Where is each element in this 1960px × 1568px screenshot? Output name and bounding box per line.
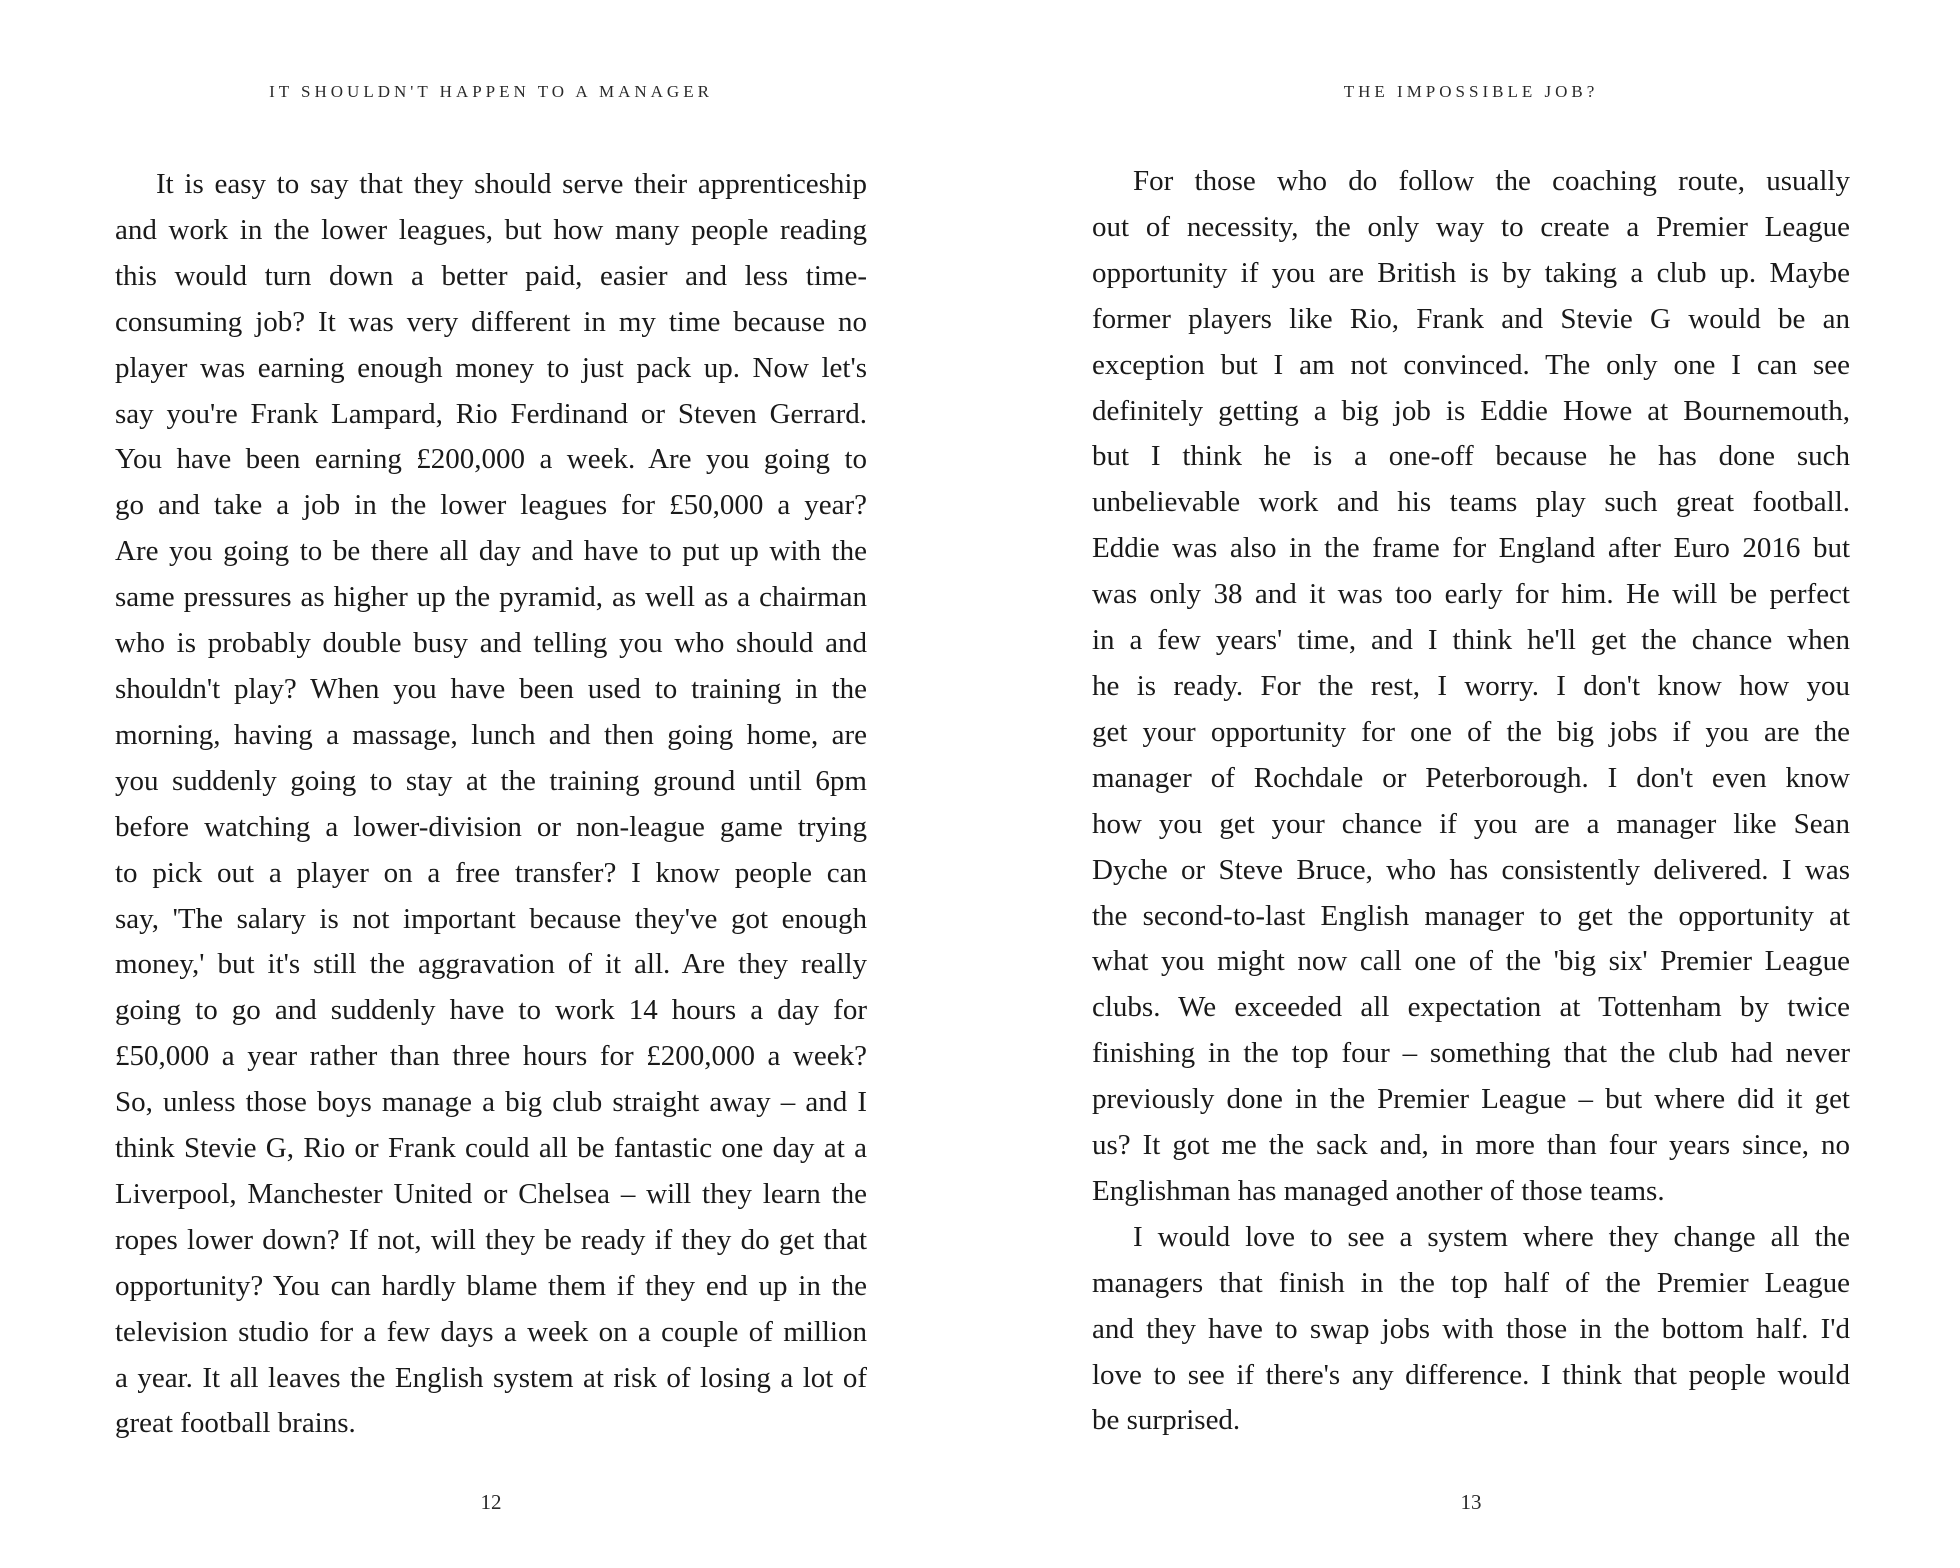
text-line: how you get your chance if you are a manager like Sean <box>1092 807 1850 840</box>
text-line: and work in the lower leagues, but how many people reading <box>115 213 867 246</box>
text-line: ropes lower down? If not, will they be ready if they do get that <box>115 1223 867 1256</box>
text-line: previously done in the Premier League – but where did it get <box>1092 1083 1850 1116</box>
text-line: a year. It all leaves the English system at risk of losing a lot of <box>115 1361 867 1394</box>
left-page <box>115 0 867 1568</box>
page-number: 12 <box>480 1490 502 1514</box>
text-line: go and take a job in the lower leagues for £50,000 a year? <box>115 489 867 522</box>
text-line: was only 38 and it was too early for him. He will be perfect <box>1092 578 1850 611</box>
text-line: and they have to swap jobs with those in the bottom half. I'd <box>1092 1312 1850 1345</box>
text-line: think Stevie G, Rio or Frank could all be fantastic one day at a <box>115 1132 867 1165</box>
text-line: clubs. We exceeded all expectation at Tottenham by twice <box>1092 991 1850 1024</box>
text-line: same pressures as higher up the pyramid, as well as a chairman <box>115 581 867 614</box>
text-line: consuming job? It was very different in my time because no <box>115 305 867 338</box>
page-number: 13 <box>1460 1490 1482 1514</box>
text-line: Dyche or Steve Bruce, who has consistently delivered. I was <box>1092 853 1850 886</box>
text-line: former players like Rio, Frank and Stevie G would be an <box>1092 302 1850 335</box>
text-line: he is ready. For the rest, I worry. I don't know how you <box>1092 669 1850 702</box>
text-line: I would love to see a system where they change all the <box>1133 1220 1850 1253</box>
text-line: Eddie was also in the frame for England after Euro 2016 but <box>1092 532 1850 565</box>
text-line: get your opportunity for one of the big jobs if you are the <box>1092 715 1850 748</box>
text-line: television studio for a few days a week on a couple of million <box>115 1315 867 1348</box>
text-line: opportunity? You can hardly blame them if they end up in the <box>115 1269 867 1302</box>
text-line: you suddenly going to stay at the training ground until 6pm <box>115 764 867 797</box>
text-line: You have been earning £200,000 a week. Are you going to <box>115 443 867 476</box>
text-line: shouldn't play? When you have been used to training in the <box>115 672 867 705</box>
text-line: £50,000 a year rather than three hours for £200,000 a week? <box>115 1040 867 1073</box>
text-line: be surprised. <box>1092 1404 1241 1437</box>
text-line: great football brains. <box>115 1407 356 1440</box>
text-line: unbelievable work and his teams play such great football. <box>1092 486 1850 519</box>
text-line: going to go and suddenly have to work 14 hours a day for <box>115 994 867 1027</box>
text-line: It is easy to say that they should serve their apprenticeship <box>156 168 867 200</box>
text-line: player was earning enough money to just pack up. Now let's <box>115 351 867 384</box>
text-line: the second-to-last English manager to get the opportunity at <box>1092 899 1850 932</box>
text-line: Are you going to be there all day and have to put up with the <box>115 535 867 568</box>
text-line: before watching a lower-division or non-league game trying <box>115 810 867 843</box>
text-line: say, 'The salary is not important because they've got enough <box>115 902 867 935</box>
text-line: So, unless those boys manage a big club straight away – and I <box>115 1086 867 1119</box>
body-text <box>1092 159 1850 1444</box>
text-line: Liverpool, Manchester United or Chelsea – will they learn the <box>115 1177 867 1210</box>
text-line: opportunity if you are British is by taking a club up. Maybe <box>1092 256 1850 289</box>
text-line: in a few years' time, and I think he'll get the chance when <box>1092 624 1850 657</box>
text-line: money,' but it's still the aggravation of it all. Are they really <box>115 948 867 981</box>
text-line: say you're Frank Lampard, Rio Ferdinand or Steven Gerrard. <box>115 397 867 430</box>
text-line: Englishman has managed another of those teams. <box>1092 1174 1665 1207</box>
text-line: who is probably double busy and telling you who should and <box>115 627 867 660</box>
text-line: definitely getting a big job is Eddie Howe at Bournemouth, <box>1092 394 1850 427</box>
text-line: what you might now call one of the 'big six' Premier League <box>1092 945 1850 978</box>
text-line: manager of Rochdale or Peterborough. I don't even know <box>1092 761 1850 794</box>
text-line: finishing in the top four – something that the club had never <box>1092 1037 1850 1070</box>
text-line: exception but I am not convinced. The only one I can see <box>1092 348 1850 381</box>
text-line: this would turn down a better paid, easier and less time- <box>115 259 867 292</box>
text-line: love to see if there's any difference. I think that people would <box>1092 1358 1850 1391</box>
text-line: managers that finish in the top half of the Premier League <box>1092 1266 1850 1299</box>
text-line: to pick out a player on a free transfer? I know people can <box>115 856 867 889</box>
text-line: out of necessity, the only way to create a Premier League <box>1092 210 1850 243</box>
right-page <box>1092 0 1850 1568</box>
text-line: For those who do follow the coaching route, usually <box>1133 165 1850 197</box>
body-text <box>115 162 867 1447</box>
running-head: IT SHOULDN'T HAPPEN TO A MANAGER <box>269 82 713 101</box>
running-head: THE IMPOSSIBLE JOB? <box>1343 82 1599 101</box>
text-line: us? It got me the sack and, in more than four years since, no <box>1092 1129 1850 1162</box>
text-line: but I think he is a one-off because he has done such <box>1092 440 1850 473</box>
text-line: morning, having a massage, lunch and then going home, are <box>115 718 867 751</box>
